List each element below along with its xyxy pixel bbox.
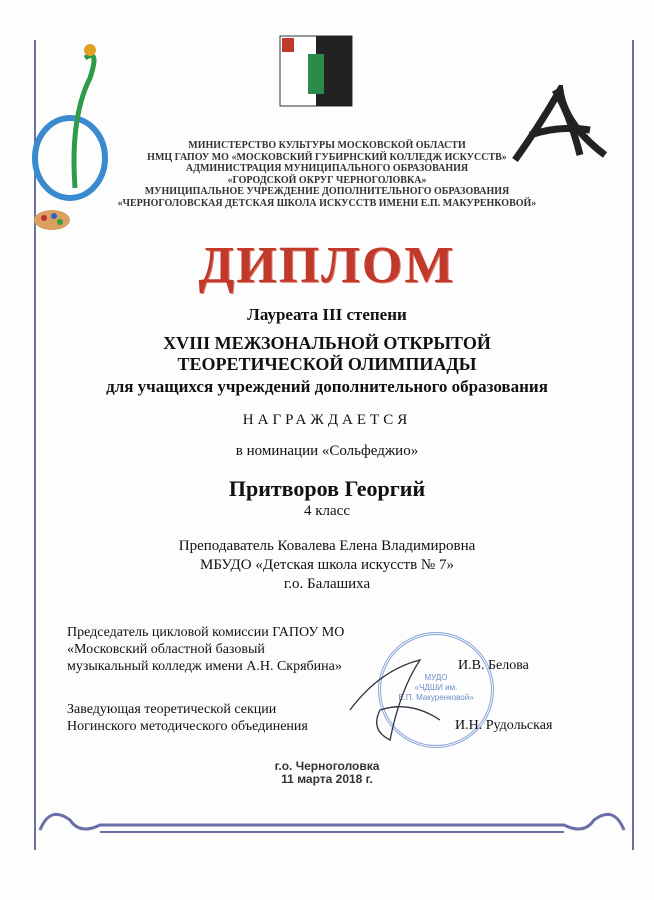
organizations-header (0, 140, 654, 209)
signatory-title: «Московский областной базовый (67, 642, 265, 657)
header-line: АДМИНИСТРАЦИЯ МУНИЦИПАЛЬНОГО ОБРАЗОВАНИЯ (185, 163, 469, 174)
handwritten-signature (340, 650, 450, 750)
event-line: ТЕОРЕТИЧЕСКОЙ ОЛИМПИАДЫ (177, 354, 477, 374)
signatory-title: Ногинского методического объединения (67, 719, 308, 734)
signatory-1-name: И.В. Белова (458, 658, 529, 673)
footer-date: 11 марта 2018 г. (281, 772, 373, 786)
nomination: в номинации «Сольфеджио» (235, 443, 419, 459)
signatory-2 (67, 701, 308, 735)
stamp-line: МУДО (424, 673, 448, 682)
header-line: «ЧЕРНОГОЛОВСКАЯ ДЕТСКАЯ ШКОЛА ИСКУССТВ ИМЕНИ Е.П. МАКУРЕНКОВОЙ» (117, 197, 537, 209)
awarded-label: НАГРАЖДАЕТСЯ (242, 412, 412, 428)
header-line: НМЦ ГАПОУ МО «МОСКОВСКИЙ ГУБИРНСКИЙ КОЛЛЕДЖ ИСКУССТВ» (147, 151, 507, 163)
signatory-1 (67, 624, 344, 675)
signatory-2-name: И.Н. Рудольская (455, 718, 553, 733)
coat-of-arms (278, 34, 354, 118)
recipient-name: Притворов Георгий (228, 476, 426, 501)
degree: Лауреата III степени (247, 305, 407, 324)
footer (0, 760, 654, 786)
signatory-title: Председатель цикловой комиссии ГАПОУ МО (67, 625, 345, 640)
school: МБУДО «Детская школа искусств № 7» (200, 557, 454, 573)
signatory-title: музыкальный колледж имени А.Н. Скрябина» (67, 659, 342, 674)
header-line: МУНИЦИПАЛЬНОЕ УЧРЕЖДЕНИЕ ДОПОЛНИТЕЛЬНОГО ОБРАЗОВАНИЯ (144, 186, 510, 197)
footer-place: г.о. Черноголовка (274, 759, 380, 773)
city: г.о. Балашиха (283, 576, 371, 592)
event-audience: для учащихся учреждений дополнительного образования (106, 377, 548, 396)
event-line: XVIII МЕЖЗОНАЛЬНОЙ ОТКРЫТОЙ (163, 333, 491, 353)
grade: 4 класс (304, 503, 350, 519)
stamp-line: Е.П. Макуренковой» (398, 693, 474, 702)
header-line: «ГОРОДСКОЙ ОКРУГ ЧЕРНОГОЛОВКА» (227, 174, 427, 186)
event-title (0, 333, 654, 375)
diploma-title: ДИПЛОМ (198, 237, 456, 294)
teacher-info (0, 537, 654, 594)
header-line: МИНИСТЕРСТВО КУЛЬТУРЫ МОСКОВСКОЙ ОБЛАСТИ (188, 140, 466, 151)
bottom-scroll-ornament (30, 800, 634, 860)
teacher: Преподаватель Ковалева Елена Владимировна (178, 538, 476, 554)
stamp-line: «ЧДШИ им. (414, 683, 458, 692)
signatory-title: Заведующая теоретической секции (67, 702, 277, 717)
